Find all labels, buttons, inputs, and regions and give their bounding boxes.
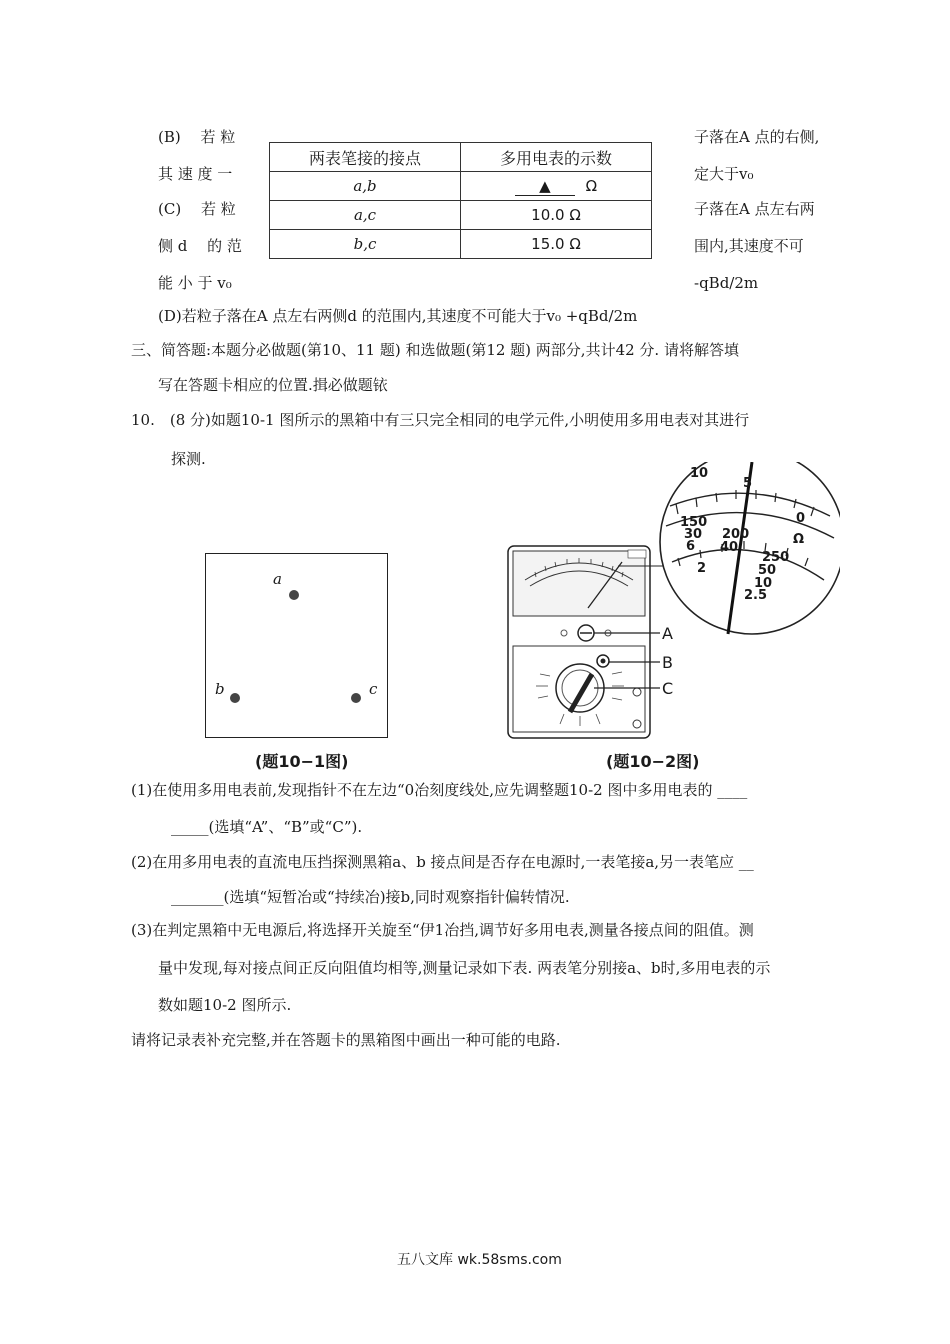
terminal-b — [230, 693, 240, 703]
table-row — [270, 172, 652, 201]
zoom-mark-2: 2 — [697, 561, 707, 576]
zoom-mark-10b: 10 — [754, 576, 773, 591]
table-row — [270, 230, 652, 259]
option-b-left-line2: 其 速 度 一 — [158, 165, 233, 183]
record-table — [269, 142, 652, 259]
point-b-label: b — [215, 680, 225, 698]
zoom-mark-2-5: 2.5 — [744, 588, 768, 603]
q10-line2: 探测. — [171, 450, 206, 468]
sub1-line2: _____(选填“A”、“B”或“C”). — [171, 818, 363, 836]
section3-line1: 三、简答题:本题分必做题(第10、11 题) 和选做题(第12 题) 两部分,共计42 分. 请将解答填 — [131, 341, 739, 359]
option-b-right-line2: 定大于v₀ — [694, 165, 754, 183]
sub2-line2: _______(选填“短暂冶或“持续冶)接b,同时观察指针偏转情况. — [171, 888, 570, 906]
option-c-left-line2: 侧 d 的 范 — [158, 237, 242, 255]
terminal-a — [289, 590, 299, 600]
zoom-mark-150: 150 — [680, 515, 708, 530]
option-c-right-line2: 围内,其速度不可 — [694, 237, 804, 255]
zoom-mark-10: 10 — [690, 466, 709, 481]
option-c-left-line3: 能 小 于 v₀ — [158, 274, 232, 292]
final-instruction: 请将记录表补充完整,并在答题卡的黑箱图中画出一种可能的电路. — [131, 1031, 561, 1049]
q10-line1: 10. (8 分)如题10-1 图所示的黑箱中有三只完全相同的电学元件,小明使用多用电表对其进行 — [131, 411, 750, 429]
table-header-value: 多用电表的示数 — [461, 143, 652, 172]
zoom-mark-0: 0 — [796, 511, 806, 526]
option-c-left-line1: (C) 若 粒 — [158, 200, 236, 218]
table-cell-points: a,c — [270, 201, 461, 230]
point-a-label: a — [273, 570, 282, 588]
callout-a: A — [662, 624, 673, 643]
table-cell-value: 10.0 Ω — [461, 201, 652, 230]
fig2-caption: (题10−2图) — [606, 752, 700, 771]
sub3-line3: 数如题10-2 图所示. — [158, 996, 292, 1014]
callout-b: B — [662, 653, 673, 672]
section3-line2: 写在答题卡相应的位置.揖必做题铱 — [158, 376, 388, 394]
black-box — [205, 553, 388, 738]
sub3-line1: (3)在判定黑箱中无电源后,将选择开关旋至“伊1冶挡,调节好多用电表,测量各接点间的阻值。测 — [131, 921, 754, 939]
zoom-mark-30: 30 — [684, 527, 703, 542]
zoom-mark-200: 200 — [722, 527, 750, 542]
table-row — [270, 201, 652, 230]
callout-c: C — [662, 679, 674, 698]
fig1-caption: (题10−1图) — [255, 752, 349, 771]
footer-watermark: 五八文库 wk.58sms.com — [397, 1252, 562, 1268]
multimeter-figure — [500, 462, 840, 742]
sub2-line1: (2)在用多用电表的直流电压挡探测黑箱a、b 接点间是否存在电源时,一表笔接a,另一表笔应 __ — [131, 853, 754, 871]
table-cell-value — [461, 172, 652, 201]
option-b-right-line1: 子落在A 点的右侧, — [694, 128, 820, 146]
zoom-mark-6: 6 — [686, 539, 696, 554]
zoom-mark-50: 50 — [758, 563, 777, 578]
table-cell-points: b,c — [270, 230, 461, 259]
zoom-mark-ohm: Ω — [793, 532, 805, 547]
sub1-line1: (1)在使用多用电表前,发现指针不在左边“0冶刻度线处,应先调整题10-2 图中多用电表的 ____ — [131, 781, 748, 799]
table-header-points: 两表笔接的接点 — [270, 143, 461, 172]
point-c-label: c — [369, 680, 378, 698]
table-cell-value: 15.0 Ω — [461, 230, 652, 259]
blank-marker: ▲ — [539, 176, 551, 195]
option-d: (D)若粒子落在A 点左右两侧d 的范围内,其速度不可能大于v₀ +qBd/2m — [158, 307, 638, 325]
zoom-mark-40: 40 — [720, 540, 739, 555]
zoom-mark-5: 5 — [743, 476, 753, 491]
sub3-line2: 量中发现,每对接点间正反向阻值均相等,测量记录如下表. 两表笔分别接a、b时,多用电表的示 — [158, 959, 771, 977]
terminal-c — [351, 693, 361, 703]
option-c-right-line3: -qBd/2m — [694, 274, 759, 292]
option-b-left-line1: (B) 若 粒 — [158, 128, 236, 146]
unit-ohm: Ω — [585, 176, 598, 195]
zoom-mark-250: 250 — [762, 550, 790, 565]
table-cell-points: a,b — [270, 172, 461, 201]
option-c-right-line1: 子落在A 点左右两 — [694, 200, 815, 218]
